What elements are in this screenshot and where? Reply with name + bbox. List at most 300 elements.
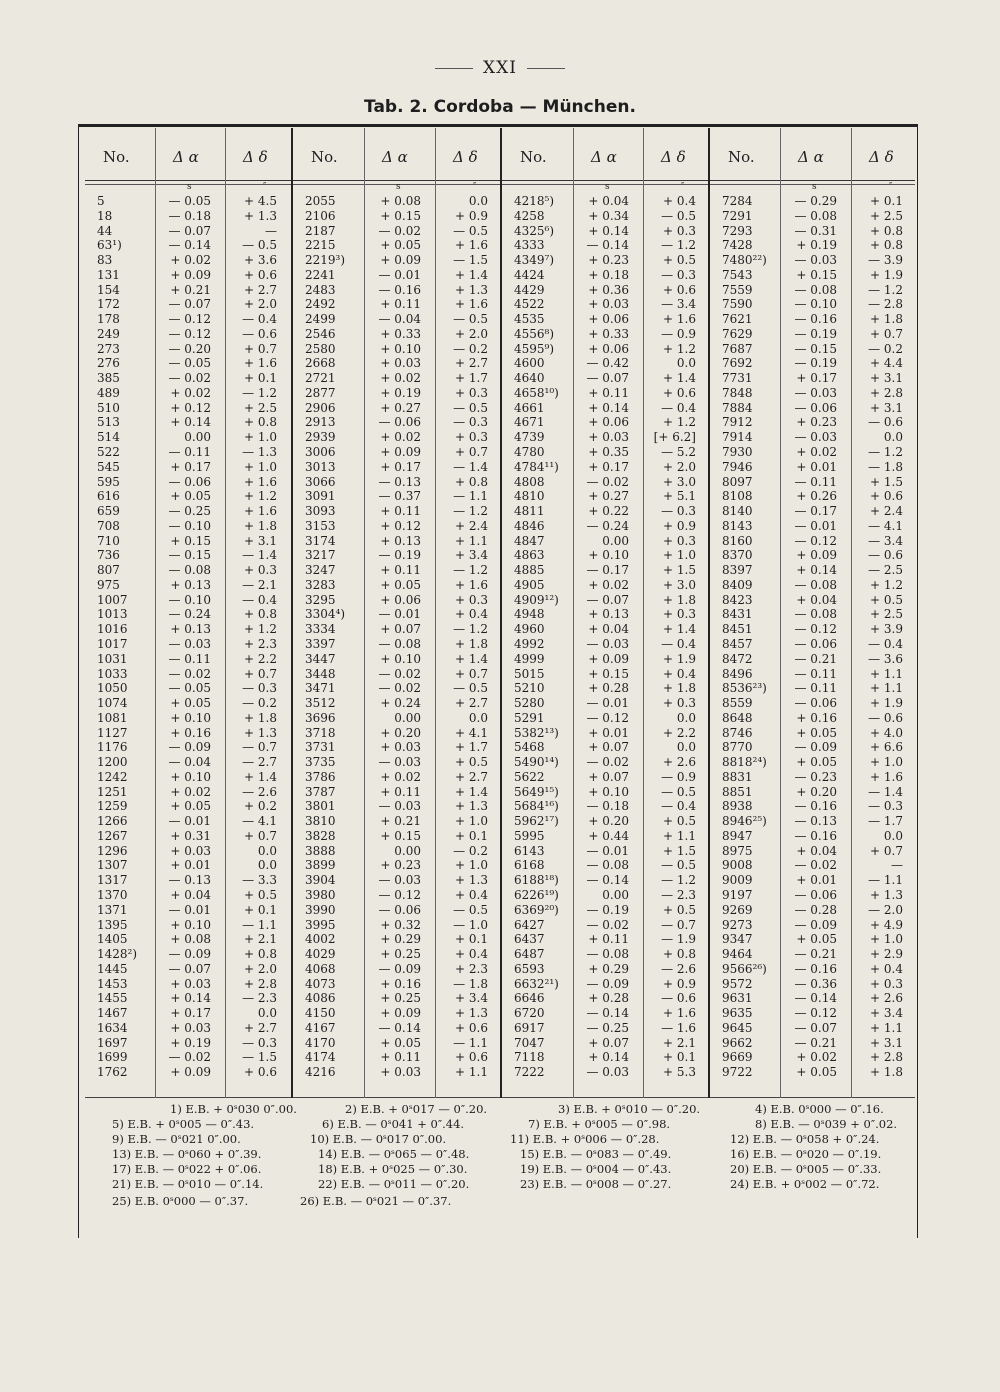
table-row xyxy=(502,755,710,770)
delta-delta-value: + 0.6 xyxy=(870,489,903,504)
delta-alpha-value: — 0.21 xyxy=(794,651,837,666)
star-number: 3471 xyxy=(305,681,336,696)
delta-alpha-value: — 0.14 xyxy=(168,238,211,253)
delta-alpha-value: — 0.08 xyxy=(794,208,837,223)
delta-delta-value: + 1.9 xyxy=(870,267,903,282)
delta-alpha-value: — 0.19 xyxy=(586,902,629,917)
column-block-3 xyxy=(500,128,710,1098)
delta-alpha-value: + 0.09 xyxy=(380,1006,421,1021)
delta-alpha-value: — 0.03 xyxy=(794,430,837,445)
delta-delta-value: + 0.3 xyxy=(870,976,903,991)
unit-arcseconds: ″ xyxy=(263,182,267,192)
table-row xyxy=(293,903,502,918)
delta-alpha-value: — 0.07 xyxy=(586,371,629,386)
table-row xyxy=(502,947,710,962)
delta-delta-value: — 4.1 xyxy=(868,518,903,533)
delta-alpha-value: — 0.14 xyxy=(586,1006,629,1021)
table-row xyxy=(502,224,710,239)
table-row xyxy=(710,785,917,800)
table-row xyxy=(710,312,917,327)
star-number: 1242 xyxy=(97,769,128,784)
table-row xyxy=(710,430,917,445)
unit-arcseconds: ″ xyxy=(889,182,893,192)
header-delta-delta: Δ δ xyxy=(453,148,478,166)
delta-delta-value: + 0.7 xyxy=(870,326,903,341)
table-row xyxy=(85,1050,291,1065)
delta-delta-value: + 0.4 xyxy=(455,607,488,622)
delta-delta-value: + 2.6 xyxy=(663,755,696,770)
delta-alpha-value: — 0.07 xyxy=(168,961,211,976)
page-number-dash-left xyxy=(435,68,473,69)
table-row xyxy=(710,578,917,593)
delta-delta-value: + 2.0 xyxy=(244,961,277,976)
table-row xyxy=(710,947,917,962)
delta-alpha-value: + 0.02 xyxy=(380,769,421,784)
delta-alpha-value: + 0.03 xyxy=(170,1020,211,1035)
star-number: 7293 xyxy=(722,223,753,238)
table-row xyxy=(85,534,291,549)
table-row xyxy=(293,962,502,977)
delta-delta-value: — xyxy=(265,223,277,238)
star-number: 4863 xyxy=(514,548,545,563)
delta-alpha-value: + 0.06 xyxy=(588,312,629,327)
table-row xyxy=(293,563,502,578)
star-number: 7543 xyxy=(722,267,753,282)
table-row xyxy=(85,622,291,637)
table-title: Tab. 2. Cordoba — München. xyxy=(364,97,636,117)
star-number: 5649¹⁵) xyxy=(514,784,559,799)
star-number: 4600 xyxy=(514,356,545,371)
table-row xyxy=(85,194,291,209)
delta-alpha-value: + 0.27 xyxy=(588,489,629,504)
star-number: 2219³) xyxy=(305,253,346,268)
table-row xyxy=(85,238,291,253)
table-row xyxy=(502,519,710,534)
table-row xyxy=(502,371,710,386)
delta-delta-value: + 0.3 xyxy=(455,385,488,400)
star-number: 1697 xyxy=(97,1035,128,1050)
star-number: 4429 xyxy=(514,282,545,297)
delta-delta-value: — 2.7 xyxy=(242,755,277,770)
column-block-2 xyxy=(291,128,502,1098)
star-number: 3980 xyxy=(305,887,336,902)
delta-delta-value: + 2.0 xyxy=(455,326,488,341)
delta-alpha-value: — 0.06 xyxy=(378,415,421,430)
table-row xyxy=(293,268,502,283)
delta-alpha-value: + 0.12 xyxy=(170,400,211,415)
table-row xyxy=(502,1065,710,1080)
table-row xyxy=(85,814,291,829)
delta-alpha-value: — 0.04 xyxy=(168,755,211,770)
rows xyxy=(502,194,710,1080)
table-row xyxy=(710,1050,917,1065)
delta-alpha-value: + 0.10 xyxy=(380,651,421,666)
star-number: 276 xyxy=(97,356,120,371)
delta-delta-value: + 0.4 xyxy=(663,666,696,681)
table-row xyxy=(85,755,291,770)
delta-alpha-value: 0.00 xyxy=(602,887,629,902)
delta-alpha-value: + 0.05 xyxy=(796,932,837,947)
delta-alpha-value: + 0.11 xyxy=(380,784,421,799)
delta-delta-value: + 1.3 xyxy=(870,887,903,902)
delta-delta-value: — 2.3 xyxy=(661,887,696,902)
star-number: 659 xyxy=(97,504,120,519)
delta-alpha-value: + 0.10 xyxy=(588,784,629,799)
table-row xyxy=(85,829,291,844)
table-row xyxy=(85,209,291,224)
delta-delta-value: + 1.6 xyxy=(870,769,903,784)
table-row xyxy=(502,342,710,357)
delta-alpha-value: — 0.12 xyxy=(794,1006,837,1021)
table-row xyxy=(502,667,710,682)
delta-delta-value: — 0.5 xyxy=(453,223,488,238)
delta-alpha-value: — 0.13 xyxy=(794,814,837,829)
delta-alpha-value: — 0.06 xyxy=(378,902,421,917)
table-row xyxy=(85,903,291,918)
delta-alpha-value: — 0.10 xyxy=(168,592,211,607)
star-number: 44 xyxy=(97,223,113,238)
star-number: 8143 xyxy=(722,518,753,533)
delta-delta-value: + 1.4 xyxy=(455,651,488,666)
star-number: 4150 xyxy=(305,1006,336,1021)
delta-delta-value: — 0.2 xyxy=(242,696,277,711)
star-number: 1050 xyxy=(97,681,128,696)
delta-delta-value: — 3.9 xyxy=(868,253,903,268)
delta-delta-value: + 0.5 xyxy=(663,253,696,268)
table-row xyxy=(293,430,502,445)
table-row xyxy=(710,548,917,563)
delta-alpha-value: + 0.44 xyxy=(588,828,629,843)
delta-alpha-value: — 0.25 xyxy=(168,504,211,519)
star-number: 8746 xyxy=(722,725,753,740)
star-number: 4595⁹) xyxy=(514,341,555,356)
table-row xyxy=(502,903,710,918)
star-number: 1127 xyxy=(97,725,128,740)
delta-delta-value: + 2.7 xyxy=(244,1020,277,1035)
delta-delta-value: — 0.6 xyxy=(242,326,277,341)
delta-alpha-value: — 0.03 xyxy=(794,253,837,268)
delta-delta-value: + 2.8 xyxy=(870,1050,903,1065)
star-number: 8160 xyxy=(722,533,753,548)
star-number: 6720 xyxy=(514,1006,545,1021)
delta-alpha-value: — 0.16 xyxy=(794,828,837,843)
column-header xyxy=(710,128,917,180)
star-number: 7284 xyxy=(722,194,753,208)
delta-alpha-value: + 0.05 xyxy=(796,755,837,770)
delta-alpha-value: + 0.02 xyxy=(588,577,629,592)
table-row xyxy=(710,667,917,682)
delta-delta-value: + 2.3 xyxy=(244,636,277,651)
star-number: 3295 xyxy=(305,592,336,607)
delta-alpha-value: + 0.34 xyxy=(588,208,629,223)
table-row xyxy=(85,519,291,534)
table-row xyxy=(710,460,917,475)
delta-delta-value: + 2.9 xyxy=(870,947,903,962)
delta-delta-value: 0.0 xyxy=(676,356,696,371)
star-number: 3447 xyxy=(305,651,336,666)
star-number: 1016 xyxy=(97,622,128,637)
table-row xyxy=(85,607,291,622)
star-number: 3801 xyxy=(305,799,336,814)
table-row xyxy=(85,548,291,563)
delta-delta-value: 0.0 xyxy=(468,194,488,208)
unit-seconds-time: s xyxy=(812,182,817,192)
table-row xyxy=(293,578,502,593)
table-row xyxy=(710,962,917,977)
table-row xyxy=(710,1006,917,1021)
delta-delta-value: — 1.8 xyxy=(868,459,903,474)
table-row xyxy=(85,327,291,342)
delta-delta-value: + 2.6 xyxy=(870,991,903,1006)
star-number: 7692 xyxy=(722,356,753,371)
star-number: 4174 xyxy=(305,1050,336,1065)
table-row xyxy=(85,1036,291,1051)
star-number: 4349⁷) xyxy=(514,253,555,268)
footnote: 14) E.B. — 0ˢ065 — 0″.48. xyxy=(318,1147,470,1161)
star-number: 6917 xyxy=(514,1020,545,1035)
delta-alpha-value: — 0.14 xyxy=(794,991,837,1006)
delta-alpha-value: + 0.15 xyxy=(170,533,211,548)
table-row xyxy=(293,755,502,770)
delta-alpha-value: — 0.06 xyxy=(794,887,837,902)
delta-alpha-value: — 0.36 xyxy=(794,976,837,991)
delta-delta-value: — 1.6 xyxy=(661,1020,696,1035)
star-number: 6427 xyxy=(514,917,545,932)
delta-alpha-value: + 0.06 xyxy=(380,592,421,607)
table-row xyxy=(85,475,291,490)
table-row xyxy=(85,947,291,962)
table-row xyxy=(85,578,291,593)
top-rule xyxy=(78,124,918,127)
delta-alpha-value: + 0.29 xyxy=(380,932,421,947)
star-number: 2241 xyxy=(305,267,336,282)
footnote: 8) E.B. — 0ˢ039 + 0″.02. xyxy=(755,1117,898,1131)
delta-delta-value: + 2.2 xyxy=(244,651,277,666)
delta-alpha-value: — 0.19 xyxy=(794,326,837,341)
delta-delta-value: — 2.0 xyxy=(868,902,903,917)
delta-delta-value: — 1.2 xyxy=(661,238,696,253)
table-row xyxy=(85,696,291,711)
star-number: 6632²¹) xyxy=(514,976,559,991)
delta-alpha-value: + 0.01 xyxy=(588,725,629,740)
star-number: 4784¹¹) xyxy=(514,459,559,474)
table-row xyxy=(293,667,502,682)
star-number: 7912 xyxy=(722,415,753,430)
delta-alpha-value: — 0.01 xyxy=(586,696,629,711)
delta-alpha-value: — 0.37 xyxy=(378,489,421,504)
delta-alpha-value: + 0.14 xyxy=(588,223,629,238)
delta-alpha-value: + 0.20 xyxy=(380,725,421,740)
table-row xyxy=(502,844,710,859)
table-row xyxy=(502,918,710,933)
table-row xyxy=(502,386,710,401)
table-row xyxy=(710,593,917,608)
table-row xyxy=(502,637,710,652)
delta-delta-value: — 0.4 xyxy=(868,636,903,651)
delta-delta-value: + 3.1 xyxy=(870,1035,903,1050)
delta-delta-value: + 1.0 xyxy=(455,858,488,873)
delta-alpha-value: — 0.17 xyxy=(794,504,837,519)
star-number: 9645 xyxy=(722,1020,753,1035)
delta-delta-value: 0.0 xyxy=(257,843,277,858)
table-row xyxy=(85,711,291,726)
star-number: 4999 xyxy=(514,651,545,666)
delta-alpha-value: — 0.08 xyxy=(378,636,421,651)
star-number: 8140 xyxy=(722,504,753,519)
table-row xyxy=(502,681,710,696)
table-row xyxy=(85,593,291,608)
star-number: 1428²) xyxy=(97,947,138,962)
star-number: 3696 xyxy=(305,710,336,725)
delta-delta-value: + 0.4 xyxy=(663,194,696,208)
delta-alpha-value: 0.00 xyxy=(184,430,211,445)
delta-alpha-value: — 0.18 xyxy=(586,799,629,814)
star-number: 1200 xyxy=(97,755,128,770)
star-number: 7621 xyxy=(722,312,753,327)
unit-arcseconds: ″ xyxy=(681,182,685,192)
star-number: 9347 xyxy=(722,932,753,947)
star-number: 4167 xyxy=(305,1020,336,1035)
star-number: 18 xyxy=(97,208,113,223)
star-number: 5995 xyxy=(514,828,545,843)
delta-alpha-value: + 0.06 xyxy=(588,341,629,356)
delta-delta-value: — 0.5 xyxy=(661,208,696,223)
delta-delta-value: + 4.0 xyxy=(870,725,903,740)
star-number: 4846 xyxy=(514,518,545,533)
delta-alpha-value: — 0.07 xyxy=(168,297,211,312)
star-number: 736 xyxy=(97,548,120,563)
star-number: 8851 xyxy=(722,784,753,799)
delta-alpha-value: + 0.31 xyxy=(170,828,211,843)
delta-delta-value: + 0.1 xyxy=(870,194,903,208)
delta-alpha-value: + 0.02 xyxy=(380,371,421,386)
star-number: 3093 xyxy=(305,504,336,519)
star-number: 9273 xyxy=(722,917,753,932)
delta-alpha-value: — 0.02 xyxy=(794,858,837,873)
star-number: 1762 xyxy=(97,1065,128,1080)
star-number: 63¹) xyxy=(97,238,122,253)
table-row xyxy=(293,519,502,534)
star-number: 9009 xyxy=(722,873,753,888)
star-number: 9566²⁶) xyxy=(722,961,767,976)
delta-delta-value: + 4.5 xyxy=(244,194,277,208)
delta-delta-value: + 3.4 xyxy=(870,1006,903,1021)
star-number: 8831 xyxy=(722,769,753,784)
table-row xyxy=(293,1036,502,1051)
star-number: 4522 xyxy=(514,297,545,312)
star-number: 4002 xyxy=(305,932,336,947)
table-row xyxy=(710,268,917,283)
table-row xyxy=(502,1021,710,1036)
table-row xyxy=(85,681,291,696)
delta-alpha-value: — 0.14 xyxy=(586,238,629,253)
star-number: 1176 xyxy=(97,740,128,755)
delta-alpha-value: — 0.20 xyxy=(168,341,211,356)
table-row xyxy=(85,283,291,298)
delta-alpha-value: — 0.21 xyxy=(794,947,837,962)
delta-delta-value: + 1.8 xyxy=(870,1065,903,1080)
table-row xyxy=(710,740,917,755)
delta-delta-value: + 0.6 xyxy=(663,282,696,297)
star-number: 1405 xyxy=(97,932,128,947)
delta-delta-value: — 2.5 xyxy=(868,563,903,578)
delta-delta-value: + 2.8 xyxy=(244,976,277,991)
footnote: 11) E.B. + 0ˢ006 — 0″.28. xyxy=(510,1132,660,1146)
delta-delta-value: + 1.6 xyxy=(244,356,277,371)
table-row xyxy=(293,445,502,460)
unit-seconds-time: s xyxy=(396,182,401,192)
star-number: 513 xyxy=(97,415,120,430)
table-row xyxy=(710,283,917,298)
delta-delta-value: + 2.1 xyxy=(244,932,277,947)
table-row xyxy=(502,962,710,977)
star-number: 3091 xyxy=(305,489,336,504)
footnote: 18) E.B. + 0ˢ025 — 0″.30. xyxy=(318,1162,468,1176)
star-number: 8648 xyxy=(722,710,753,725)
delta-alpha-value: — 0.16 xyxy=(378,282,421,297)
star-number: 3397 xyxy=(305,636,336,651)
delta-delta-value: + 0.8 xyxy=(870,238,903,253)
delta-alpha-value: + 0.14 xyxy=(170,991,211,1006)
table-row xyxy=(293,283,502,298)
delta-delta-value: + 0.4 xyxy=(870,961,903,976)
delta-alpha-value: — 0.11 xyxy=(168,445,211,460)
delta-delta-value: — 0.5 xyxy=(453,400,488,415)
star-number: 4535 xyxy=(514,312,545,327)
star-number: 8431 xyxy=(722,607,753,622)
delta-delta-value: — 1.4 xyxy=(453,459,488,474)
delta-delta-value: + 1.5 xyxy=(870,474,903,489)
table-row xyxy=(710,401,917,416)
star-number: 1074 xyxy=(97,696,128,711)
table-row xyxy=(293,401,502,416)
delta-delta-value: — 0.5 xyxy=(453,681,488,696)
delta-delta-value: + 1.6 xyxy=(663,312,696,327)
delta-alpha-value: — 0.15 xyxy=(168,548,211,563)
delta-delta-value: + 0.7 xyxy=(244,666,277,681)
table-row xyxy=(293,194,502,209)
star-number: 2215 xyxy=(305,238,336,253)
table-row xyxy=(502,1036,710,1051)
table-row xyxy=(502,932,710,947)
delta-alpha-value: — 0.42 xyxy=(586,356,629,371)
delta-alpha-value: + 0.03 xyxy=(170,976,211,991)
delta-delta-value: + 1.8 xyxy=(455,636,488,651)
delta-delta-value: — 0.3 xyxy=(242,681,277,696)
table-row xyxy=(710,844,917,859)
delta-alpha-value: — 0.14 xyxy=(586,873,629,888)
delta-delta-value: + 2.8 xyxy=(870,385,903,400)
delta-delta-value: — 2.8 xyxy=(868,297,903,312)
table-row xyxy=(85,224,291,239)
delta-delta-value: + 3.0 xyxy=(663,577,696,592)
delta-delta-value: — 3.4 xyxy=(661,297,696,312)
table-row xyxy=(502,770,710,785)
delta-alpha-value: — 0.08 xyxy=(168,563,211,578)
header-no: No. xyxy=(520,148,547,166)
table-row xyxy=(502,652,710,667)
star-number: 7291 xyxy=(722,208,753,223)
delta-alpha-value: + 0.10 xyxy=(170,769,211,784)
table-row xyxy=(293,1021,502,1036)
star-number: 6143 xyxy=(514,843,545,858)
delta-alpha-value: — 0.03 xyxy=(168,636,211,651)
table-row xyxy=(293,327,502,342)
table-row xyxy=(502,504,710,519)
table-row xyxy=(710,415,917,430)
unit-seconds-time: s xyxy=(605,182,610,192)
table-row xyxy=(502,460,710,475)
